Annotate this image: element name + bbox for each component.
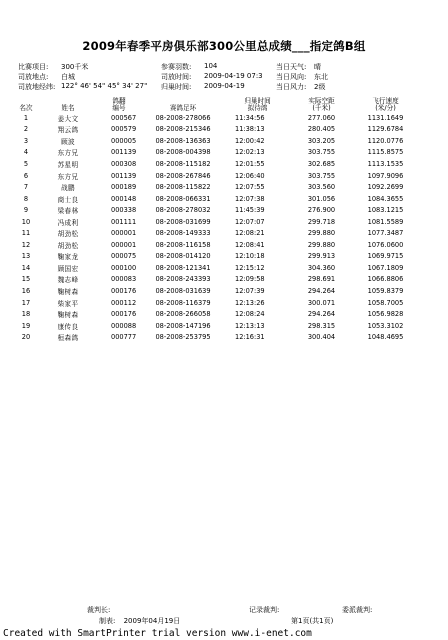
- cell-distance: 302.685: [307, 159, 336, 168]
- cell-rank: 3: [23, 136, 29, 145]
- cell-name: 顾国宏: [57, 264, 79, 273]
- table-row: [13, 135, 418, 147]
- cell-ring: 000112: [111, 298, 137, 307]
- cell-distance: 299.880: [307, 240, 336, 249]
- cell-name: 胡劲松: [57, 241, 79, 250]
- cell-speed: 1066.8806: [367, 275, 404, 284]
- cell-distance: 276.900: [307, 206, 336, 215]
- report-title: 2009年春季平房俱乐部300公里总成绩___指定鸽B组: [82, 39, 366, 53]
- cell-name: 魏志峰: [57, 276, 79, 285]
- cell-ring: 000005: [111, 136, 137, 145]
- cell-rank: 9: [23, 206, 29, 215]
- cell-foot-ring: 08-2008-014120: [155, 252, 211, 261]
- cell-ring: 000083: [111, 275, 137, 284]
- cell-ring: 000567: [111, 113, 137, 122]
- cell-name: 战鹏: [61, 184, 75, 193]
- cell-return-time: 12:00:42: [235, 136, 265, 145]
- cell-return-time: 12:16:31: [235, 333, 265, 342]
- wind-dir-value: 东北: [314, 73, 328, 81]
- table-row: [13, 181, 418, 193]
- table-row: [13, 262, 418, 274]
- cell-name: 东方兄: [57, 149, 79, 158]
- cell-rank: 13: [21, 252, 31, 261]
- cell-rank: 14: [21, 263, 31, 272]
- race-value: 300千米: [61, 63, 89, 71]
- cell-rank: 4: [23, 148, 29, 157]
- release-place-value: 白城: [61, 73, 75, 81]
- table-row: [13, 227, 418, 239]
- cell-foot-ring: 08-2008-147196: [155, 321, 211, 330]
- cell-name: 翔云鸽: [57, 126, 79, 135]
- cell-rank: 1: [23, 113, 29, 122]
- cell-foot-ring: 08-2008-031639: [155, 286, 211, 295]
- cell-foot-ring: 08-2008-115822: [155, 183, 211, 192]
- cell-foot-ring: 08-2008-121341: [155, 263, 211, 272]
- cell-distance: 294.264: [307, 310, 336, 319]
- col-return-line2: 拟待鸽: [247, 104, 268, 112]
- cell-foot-ring: 08-2008-066331: [155, 194, 211, 203]
- recorder-label: 记录裁判:: [249, 606, 280, 614]
- table-row: [13, 297, 418, 309]
- col-speed-header: [353, 96, 418, 112]
- cell-return-time: 12:08:41: [235, 240, 265, 249]
- cell-distance: 300.071: [307, 298, 336, 307]
- cell-foot-ring: 08-2008-004398: [155, 148, 211, 157]
- cell-return-time: 12:10:18: [235, 252, 265, 261]
- wind-force-info: [276, 82, 326, 92]
- table-row: [13, 193, 418, 205]
- col-return-header: [225, 96, 290, 112]
- table-row: [13, 124, 418, 136]
- cell-speed: 1048.4695: [367, 333, 404, 342]
- cell-speed: 1129.6784: [367, 125, 404, 134]
- cell-name: 苏星明: [57, 160, 79, 169]
- cell-distance: 277.060: [307, 113, 336, 122]
- cell-foot-ring: 08-2008-031699: [155, 217, 211, 226]
- cell-name: 胡劲松: [57, 230, 79, 239]
- cell-rank: 15: [21, 275, 31, 284]
- results-body: [13, 112, 418, 343]
- cell-return-time: 12:07:55: [235, 183, 265, 192]
- cell-foot-ring: 08-2008-116379: [155, 298, 211, 307]
- cell-speed: 1131.1649: [367, 113, 404, 122]
- cell-distance: 299.913: [307, 252, 336, 261]
- trial-watermark: Created with SmartPrinter trial version www.i-enet.com: [3, 628, 312, 639]
- cell-distance: 303.755: [307, 148, 336, 157]
- cell-rank: 10: [21, 217, 31, 226]
- race-label: 比赛项目:: [18, 63, 49, 71]
- cell-rank: 11: [21, 229, 31, 238]
- return-time-info: [161, 82, 245, 92]
- cell-name: 鞠树森: [57, 287, 79, 296]
- cell-speed: 1081.5589: [367, 217, 404, 226]
- wind-dir-label: 当日风向:: [276, 73, 307, 81]
- entries-info: [161, 62, 218, 72]
- cell-ring: 000001: [111, 240, 137, 249]
- cell-ring: 000308: [111, 159, 137, 168]
- cell-name: 柴家平: [57, 299, 79, 308]
- cell-ring: 000777: [111, 333, 137, 342]
- cell-rank: 20: [21, 333, 31, 342]
- race-info: [18, 62, 89, 72]
- wind-force-value: 2级: [314, 83, 326, 91]
- cell-speed: 1067.1809: [367, 263, 404, 272]
- weather-label: 当日天气:: [276, 63, 307, 71]
- wind-force-label: 当日风力:: [276, 83, 307, 91]
- cell-speed: 1058.7005: [367, 298, 404, 307]
- cell-foot-ring: 08-2008-149333: [155, 229, 211, 238]
- cell-return-time: 11:38:13: [235, 125, 265, 134]
- cell-name: 姜大文: [57, 114, 79, 123]
- col-ring-header: [97, 96, 141, 112]
- cell-speed: 1084.3655: [367, 194, 404, 203]
- release-time-value: 2009-04-19 07:3: [204, 72, 263, 80]
- col-return-line1: 归巢时间: [244, 97, 271, 105]
- cell-distance: 299.880: [307, 229, 336, 238]
- cell-return-time: 12:15:12: [235, 263, 265, 272]
- cell-foot-ring: 08-2008-267846: [155, 171, 211, 180]
- cell-ring: 000176: [111, 310, 137, 319]
- cell-ring: 001139: [111, 171, 137, 180]
- cell-rank: 16: [21, 286, 31, 295]
- cell-foot-ring: 08-2008-115182: [155, 159, 211, 168]
- table-row: [13, 251, 418, 263]
- cell-distance: 299.718: [307, 217, 336, 226]
- cell-ring: 001139: [111, 148, 137, 157]
- made-date: 2009年04月19日: [123, 617, 181, 625]
- cell-ring: 000579: [111, 125, 137, 134]
- table-row: [13, 112, 418, 124]
- cell-ring: 000189: [111, 183, 137, 192]
- cell-rank: 8: [23, 194, 29, 203]
- col-ring-line1: 鸽翻: [112, 97, 126, 105]
- release-place-info: [18, 72, 75, 82]
- cell-rank: 17: [21, 298, 31, 307]
- table-row: [13, 285, 418, 297]
- cell-return-time: 12:09:58: [235, 275, 265, 284]
- cell-distance: 301.056: [307, 194, 336, 203]
- cell-distance: 280.405: [307, 125, 336, 134]
- release-time-info: [161, 72, 263, 82]
- table-row: [13, 170, 418, 182]
- cell-name: 梁春林: [57, 207, 79, 216]
- cell-speed: 1053.3102: [367, 321, 404, 330]
- cell-name: 冯成利: [57, 218, 79, 227]
- cell-rank: 12: [21, 240, 31, 249]
- table-row: [13, 147, 418, 159]
- cell-rank: 2: [23, 125, 29, 134]
- cell-distance: 304.360: [307, 263, 336, 272]
- entries-value: 104: [204, 62, 218, 70]
- cell-speed: 1097.9096: [367, 171, 404, 180]
- wind-dir-info: [276, 72, 328, 82]
- cell-speed: 1092.2699: [367, 183, 404, 192]
- cell-return-time: 12:13:26: [235, 298, 265, 307]
- table-row: [13, 274, 418, 286]
- cell-ring: 000338: [111, 206, 137, 215]
- return-time-value: 2009-04-19: [204, 82, 245, 90]
- cell-return-time: 12:07:07: [235, 217, 265, 226]
- entries-label: 参赛羽数:: [161, 63, 192, 71]
- cell-foot-ring: 08-2008-278032: [155, 206, 211, 215]
- cell-rank: 18: [21, 310, 31, 319]
- cell-ring: 000148: [111, 194, 137, 203]
- cell-foot-ring: 08-2008-215346: [155, 125, 211, 134]
- cell-speed: 1077.3487: [367, 229, 404, 238]
- cell-speed: 1076.0600: [367, 240, 404, 249]
- made-label: 制表:: [99, 617, 116, 625]
- return-time-label: 归巢时间:: [161, 83, 192, 91]
- cell-rank: 19: [21, 321, 31, 330]
- made-by: [99, 616, 180, 626]
- cell-return-time: 12:08:21: [235, 229, 265, 238]
- col-speed-line1: 飞行速度: [372, 97, 399, 105]
- table-row: [13, 331, 418, 343]
- col-foot-ring-header: 赛鸽足环: [169, 104, 197, 112]
- release-coords-info: [18, 82, 148, 92]
- cell-return-time: 11:34:56: [235, 113, 265, 122]
- cell-distance: 303.755: [307, 171, 336, 180]
- table-row: [13, 239, 418, 251]
- cell-foot-ring: 08-2008-136363: [155, 136, 211, 145]
- col-distance-line1: 实际空距: [308, 97, 335, 105]
- table-row: [13, 216, 418, 228]
- cell-distance: 303.205: [307, 136, 336, 145]
- page-number: 第1页(共1页): [291, 617, 334, 625]
- cell-ring: 000088: [111, 321, 137, 330]
- cell-distance: 294.264: [307, 286, 336, 295]
- cell-name: 鞠树森: [57, 311, 79, 320]
- cell-ring: 000075: [111, 252, 137, 261]
- cell-distance: 298.315: [307, 321, 336, 330]
- cell-speed: 1120.0776: [367, 136, 404, 145]
- cell-name: 鞠家龙: [57, 253, 79, 262]
- cell-ring: 001111: [111, 217, 137, 226]
- cell-name: 商士良: [57, 195, 79, 204]
- release-coords-label: 司放地经纬:: [18, 83, 56, 91]
- weather-value: 晴: [314, 63, 321, 71]
- cell-name: 东方兄: [57, 172, 79, 181]
- cell-return-time: 12:07:38: [235, 194, 265, 203]
- cell-return-time: 12:13:13: [235, 321, 265, 330]
- release-coords-value: 122° 46' 54" 45° 34' 27": [61, 82, 148, 90]
- cell-ring: 000100: [111, 263, 137, 272]
- weather-info: [276, 62, 321, 72]
- table-row: [13, 158, 418, 170]
- cell-foot-ring: 08-2008-243393: [155, 275, 211, 284]
- cell-speed: 1056.9828: [367, 310, 404, 319]
- cell-foot-ring: 08-2008-116158: [155, 240, 211, 249]
- cell-speed: 1083.1215: [367, 206, 404, 215]
- cell-return-time: 12:07:39: [235, 286, 265, 295]
- cell-speed: 1069.9715: [367, 252, 404, 261]
- table-row: [13, 308, 418, 320]
- col-distance-header: [290, 96, 353, 112]
- cell-name: 康传良: [57, 322, 79, 331]
- cell-name: 顾波: [61, 137, 75, 146]
- cell-speed: 1115.8575: [367, 148, 404, 157]
- table-row: [13, 320, 418, 332]
- col-ring-line2: 编号: [112, 104, 126, 112]
- cell-ring: 000001: [111, 229, 137, 238]
- cell-foot-ring: 08-2008-253795: [155, 333, 211, 342]
- cell-return-time: 12:06:40: [235, 171, 265, 180]
- table-row: [13, 204, 418, 216]
- cell-return-time: 11:45:39: [235, 206, 265, 215]
- col-speed-line2: (米/分): [375, 104, 396, 112]
- committee-label: 委派裁判:: [342, 606, 373, 614]
- cell-distance: 303.560: [307, 183, 336, 192]
- cell-speed: 1059.8379: [367, 286, 404, 295]
- col-distance-line2: (千米): [312, 104, 331, 112]
- cell-distance: 298.691: [307, 275, 336, 284]
- judge-label: 裁判长:: [87, 606, 111, 614]
- col-name-header: 姓名: [61, 104, 75, 112]
- cell-ring: 000176: [111, 286, 137, 295]
- results-table: [13, 96, 418, 343]
- cell-distance: 300.404: [307, 333, 336, 342]
- cell-foot-ring: 08-2008-266058: [155, 310, 211, 319]
- cell-foot-ring: 08-2008-278066: [155, 113, 211, 122]
- release-time-label: 司放时间:: [161, 73, 192, 81]
- col-rank-header: 名次: [19, 104, 33, 112]
- cell-return-time: 12:02:13: [235, 148, 265, 157]
- cell-speed: 1113.1535: [367, 159, 404, 168]
- release-place-label: 司放地点:: [18, 73, 49, 81]
- cell-rank: 7: [23, 183, 29, 192]
- cell-return-time: 12:01:55: [235, 159, 265, 168]
- cell-name: 桓森鸽: [57, 334, 79, 343]
- cell-rank: 6: [23, 171, 29, 180]
- header-row: [13, 96, 418, 112]
- cell-rank: 5: [23, 159, 29, 168]
- cell-return-time: 12:08:24: [235, 310, 265, 319]
